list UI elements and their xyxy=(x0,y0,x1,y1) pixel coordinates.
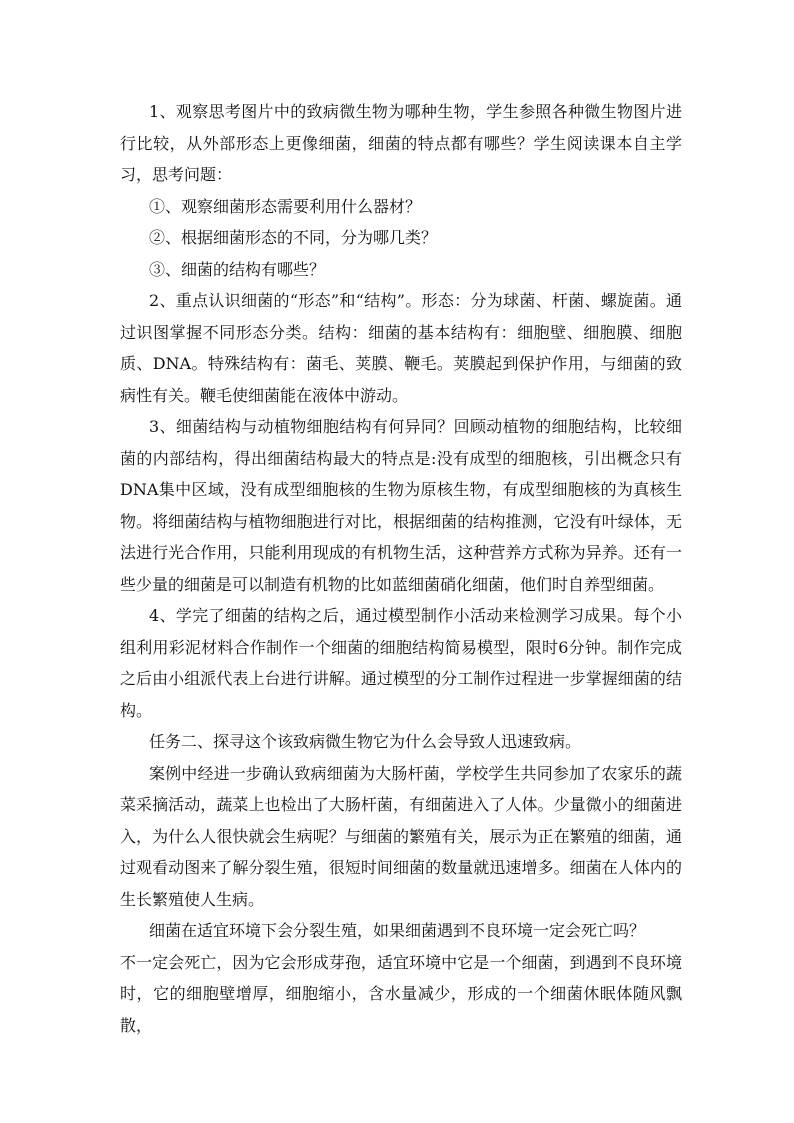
paragraph-question: 细菌在适宜环境下会分裂生殖，如果细菌遇到不良环境一定会死亡吗？ xyxy=(149,921,646,940)
paragraph-step-4: 4、学完了细菌的结构之后，通过模型制作小活动来检测学习成果。每个小组利用彩泥材料合作制作一个细菌的细胞结构简易模型，限时6分钟。制作完成之后由小组派代表上台进行讲解。通过模型的分工制作过程进一步掌握细菌的结构。 xyxy=(120,606,682,720)
paragraph-case: 案例中经进一步确认致病细菌为大肠杆菌，学校学生共同参加了农家乐的蔬菜采摘活动，蔬菜上也检出了大肠杆菌，有细菌进入了人体。少量微小的细菌进入，为什么人很快就会生病呢？与细菌的繁殖有关，展示为正在繁殖的细菌，通过观看动图来了解分裂生殖，很短时间细菌的数量就迅速增多。细菌在人体内的生长繁殖使人生病。 xyxy=(120,763,682,909)
paragraph-step-2: 2、重点认识细菌的“形态”和“结构”。形态：分为球菌、杆菌、螺旋菌。通过识图掌握不同形态分类。结构：细菌的基本结构有：细胞壁、细胞膜、细胞质、DNA。特殊结构有：菌毛、荚膜、鞭毛。荚膜起到保护作用，与细菌的致病性有关。鞭毛使细菌能在液体中游动。 xyxy=(120,291,682,405)
paragraph-answer: 不一定会死亡，因为它会形成芽孢，适宜环境中它是一个细菌，到遇到不良环境时，它的细胞壁增厚，细胞缩小，含水量减少，形成的一个细菌休眠体随风飘散， xyxy=(120,952,682,1035)
question-1: ①、观察细菌形态需要利用什么器材？ xyxy=(149,196,422,216)
question-2: ②、根据细菌形态的不同，分为哪几类？ xyxy=(149,228,438,247)
paragraph-step-3: 3、细菌结构与动植物细胞结构有何异同？回顾动植物的细胞结构，比较细菌的内部结构，得出细菌结构最大的特点是:没有成型的细胞核，引出概念只有DNA集中区域，没有成型细胞核的生物为原核生物，有成型细胞核的为真核生物。将细菌结构与植物细胞进行对比，根据细菌的结构推测，它没有叶绿体，无法进行光合作用，只能利用现成的有机物生活，这种营养方式称为异养。还有一些少量的细菌是可以制造有机物的比如蓝细菌硝化细菌，他们时自养型细菌。 xyxy=(120,417,682,594)
task-two-heading: 任务二、探寻这个该致病微生物它为什么会导致人迅速致病。 xyxy=(149,732,582,751)
question-3: ③、细菌的结构有哪些？ xyxy=(149,259,326,279)
paragraph-step-1: 1、观察思考图片中的致病微生物为哪种生物，学生参照各种微生物图片进行比较，从外部形态上更像细菌，细菌的特点都有哪些？学生阅读课本自主学习，思考问题： xyxy=(120,102,682,184)
